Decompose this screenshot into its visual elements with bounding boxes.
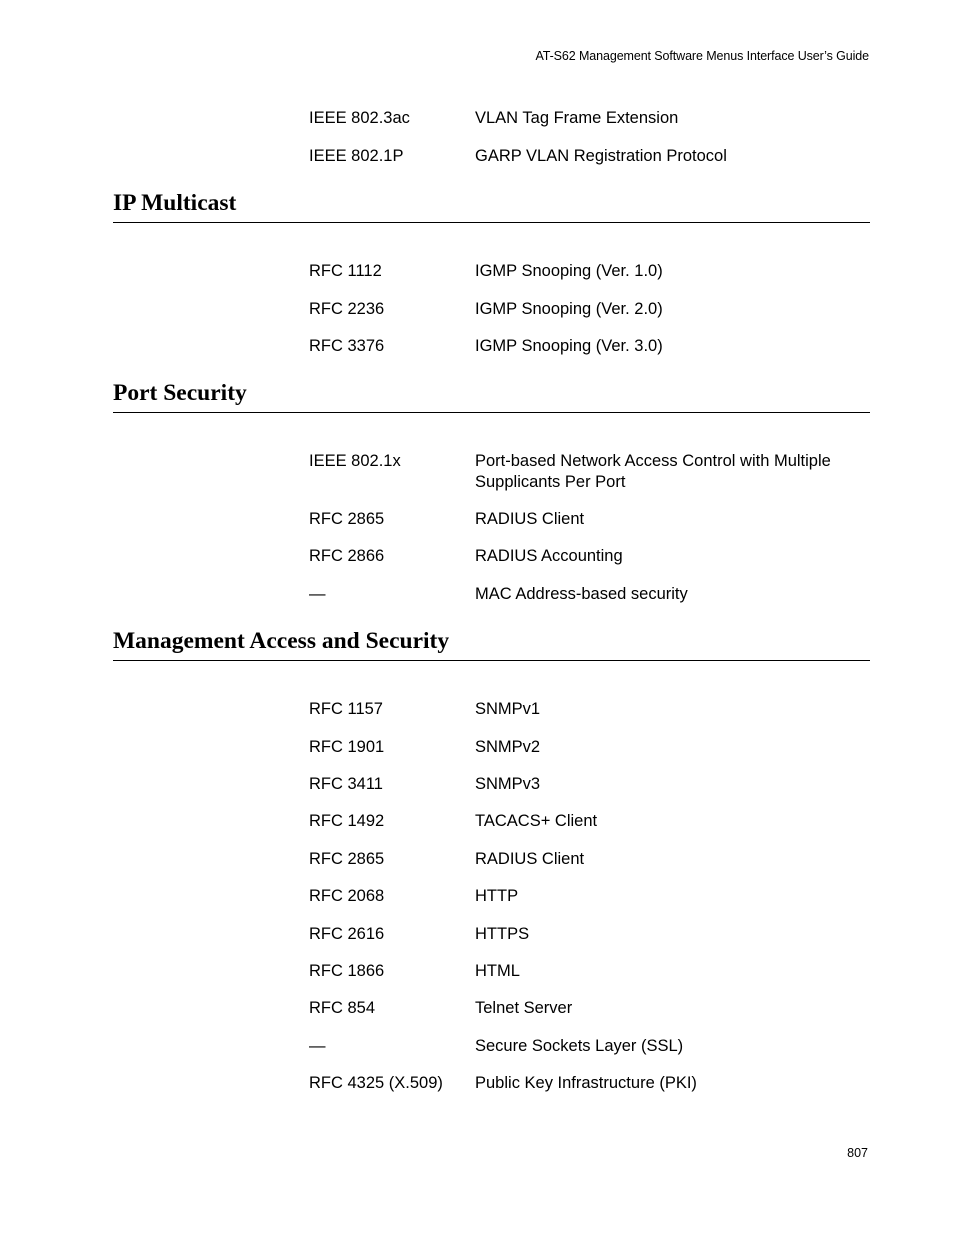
- standard-cell: RFC 2866: [309, 547, 385, 565]
- description-cell: Public Key Infrastructure (PKI): [475, 1074, 697, 1092]
- standard-cell: RFC 1866: [309, 962, 385, 980]
- description-cell: SNMPv1: [475, 700, 541, 718]
- standard-cell: RFC 2616: [309, 925, 385, 943]
- standard-cell: RFC 1901: [309, 738, 385, 756]
- section-divider: [113, 660, 870, 661]
- description-cell: GARP VLAN Registration Protocol: [475, 147, 727, 165]
- description-cell: VLAN Tag Frame Extension: [475, 109, 679, 127]
- section-divider: [113, 412, 870, 413]
- standard-cell: RFC 4325 (X.509): [309, 1074, 443, 1092]
- standard-cell: RFC 1492: [309, 812, 385, 830]
- description-cell: RADIUS Client: [475, 510, 585, 528]
- description-cell: RADIUS Accounting: [475, 547, 623, 565]
- standard-cell: IEEE 802.1x: [309, 452, 401, 470]
- standard-cell: RFC 2865: [309, 850, 385, 868]
- description-cell: TACACS+ Client: [475, 812, 598, 830]
- standard-cell: RFC 3411: [309, 775, 383, 793]
- standard-cell: —: [309, 1037, 326, 1055]
- section-title-ip-multicast: IP Multicast: [113, 190, 237, 216]
- description-cell: IGMP Snooping (Ver. 1.0): [475, 262, 663, 280]
- description-cell: SNMPv3: [475, 775, 541, 793]
- standard-cell: RFC 3376: [309, 337, 385, 355]
- standard-cell: —: [309, 585, 326, 603]
- description-cell: HTTPS: [475, 925, 530, 943]
- description-cell: Port-based Network Access Control with Multiple Supplicants Per Port: [475, 452, 831, 491]
- section-title-port-security: Port Security: [113, 380, 247, 406]
- description-cell: RADIUS Client: [475, 850, 585, 868]
- description-cell: SNMPv2: [475, 738, 541, 756]
- standard-cell: RFC 2865: [309, 510, 385, 528]
- running-header: AT-S62 Management Software Menus Interface User’s Guide: [535, 49, 869, 63]
- description-cell: IGMP Snooping (Ver. 2.0): [475, 300, 663, 318]
- description-cell: IGMP Snooping (Ver. 3.0): [475, 337, 663, 355]
- page-number: 807: [847, 1146, 868, 1160]
- description-cell: Telnet Server: [475, 999, 573, 1017]
- description-cell: Secure Sockets Layer (SSL): [475, 1037, 684, 1055]
- description-cell: HTML: [475, 962, 520, 980]
- standard-cell: RFC 2068: [309, 887, 385, 905]
- standard-cell: RFC 2236: [309, 300, 385, 318]
- description-cell: HTTP: [475, 887, 519, 905]
- standard-cell: RFC 1157: [309, 700, 383, 718]
- standard-cell: RFC 854: [309, 999, 376, 1017]
- description-cell: MAC Address-based security: [475, 585, 688, 603]
- section-divider: [113, 222, 870, 223]
- section-title-management-access: Management Access and Security: [113, 628, 450, 654]
- standard-cell: IEEE 802.3ac: [309, 109, 410, 127]
- standard-cell: RFC 1112: [309, 262, 382, 280]
- standard-cell: IEEE 802.1P: [309, 147, 404, 165]
